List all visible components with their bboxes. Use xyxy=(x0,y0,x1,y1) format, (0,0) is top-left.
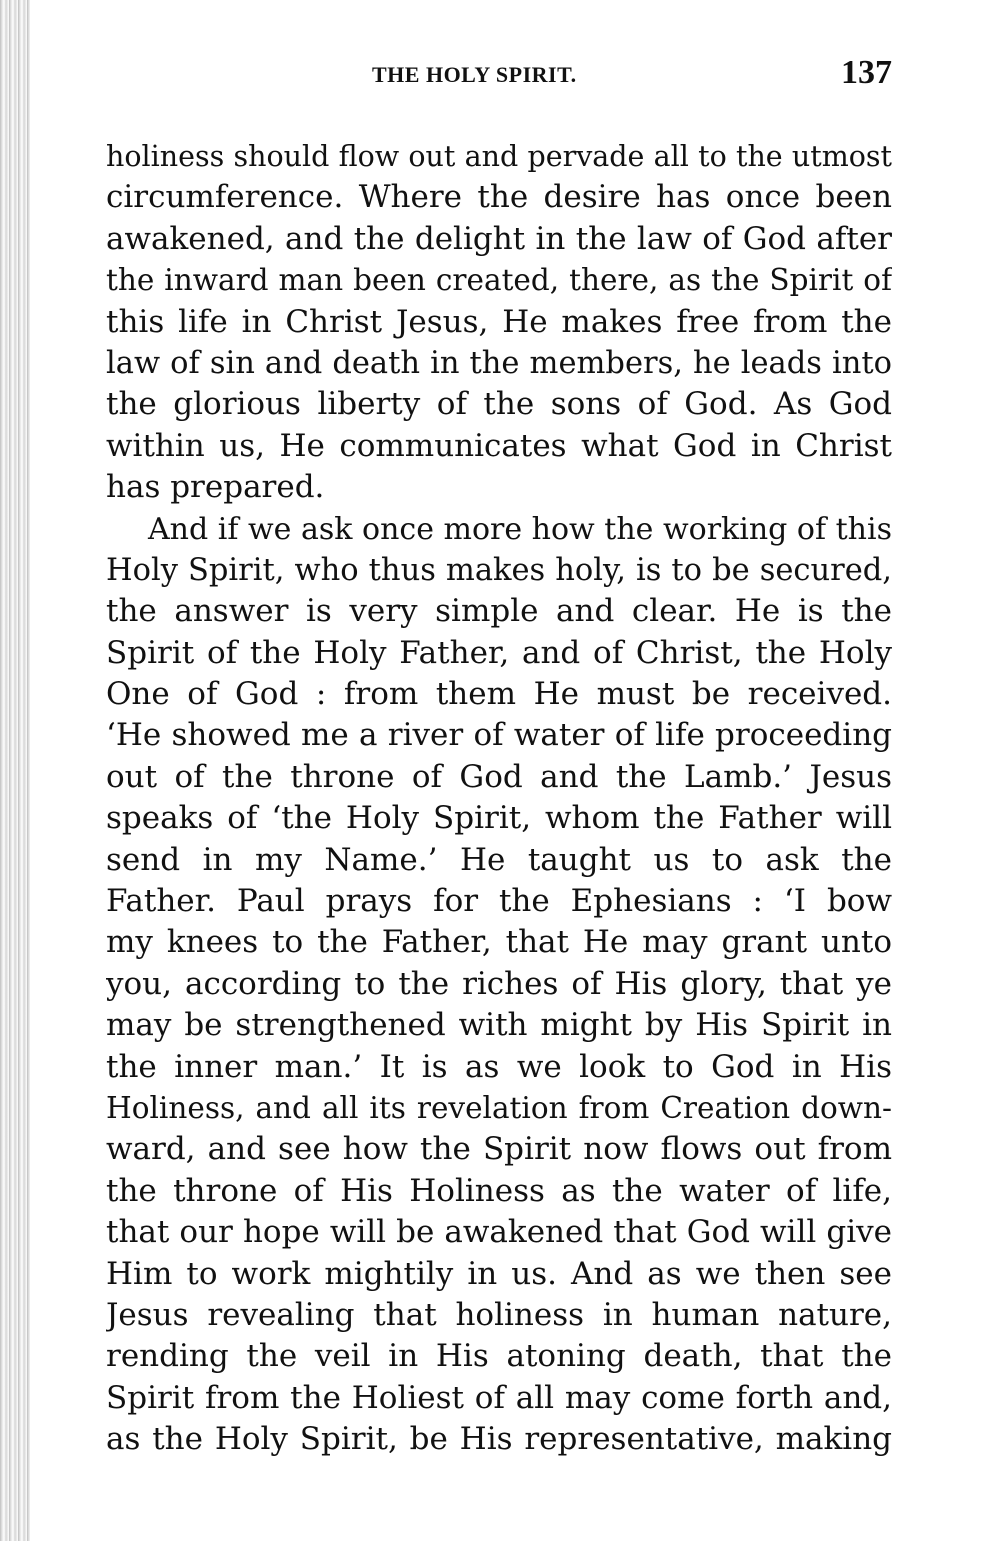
text-line: Jesus revealing that holiness in human nature, xyxy=(106,1296,892,1333)
text-line-paragraph-start: And if we ask once more how the working of this xyxy=(148,511,892,547)
text-line: awakened, and the delight in the law of God after xyxy=(106,220,892,257)
text-line: the inward man been created, there, as the Spirit of xyxy=(106,263,892,298)
text-line: the answer is very simple and clear. He is the xyxy=(106,593,892,630)
text-line: One of God : from them He must be received. xyxy=(106,676,892,713)
text-line: the inner man.’ It is as we look to God in His xyxy=(106,1048,892,1085)
text-line: send in my Name.’ He taught us to ask the xyxy=(106,841,892,878)
text-line: Spirit of the Holy Father, and of Christ, the Holy xyxy=(106,634,892,671)
text-line: Holy Spirit, who thus makes holy, is to be secured, xyxy=(106,552,892,588)
running-head xyxy=(106,54,892,102)
text-line: the throne of His Holiness as the water of life, xyxy=(106,1172,892,1209)
text-line: law of sin and death in the members, he leads into xyxy=(106,345,892,381)
text-line: that our hope will be awakened that God will give xyxy=(106,1214,892,1251)
text-line: the glorious liberty of the sons of God. As God xyxy=(106,386,892,423)
text-line: out of the throne of God and the Lamb.’ Jesus xyxy=(106,758,892,795)
text-line: circumference. Where the desire has once been xyxy=(106,179,892,216)
text-line: Spirit from the Holiest of all may come forth and, xyxy=(106,1379,892,1416)
text-line: Father. Paul prays for the Ephesians : ‘I bow xyxy=(106,883,892,920)
text-line: ward, and see how the Spirit now flows out from xyxy=(106,1131,892,1168)
text-line: my knees to the Father, that He may grant unto xyxy=(106,924,892,961)
body-text xyxy=(106,136,892,1461)
text-line: holiness should flow out and pervade all to the utmost xyxy=(106,140,892,173)
page-number: 137 xyxy=(841,54,892,91)
text-line: may be strengthened with might by His Spirit in xyxy=(106,1007,892,1044)
text-line: within us, He communicates what God in Christ xyxy=(106,427,892,464)
text-line: you, according to the riches of His glory, that ye xyxy=(106,965,892,1002)
text-line: Him to work mightily in us. And as we then see xyxy=(106,1255,892,1292)
text-line-paragraph-end: has prepared. xyxy=(106,469,325,506)
text-line: Holiness, and all its revelation from Creation down- xyxy=(106,1090,892,1125)
text-line: as the Holy Spirit, be His representative, making xyxy=(106,1421,892,1458)
text-line: this life in Christ Jesus, He makes free from the xyxy=(106,303,892,340)
text-line: ‘He showed me a river of water of life proceeding xyxy=(106,717,892,754)
running-title: THE HOLY SPIRIT. xyxy=(372,62,577,87)
text-line: rending the veil in His atoning death, that the xyxy=(106,1338,892,1375)
text-line: speaks of ‘the Holy Spirit, whom the Father will xyxy=(106,800,892,837)
page-spine-shadow xyxy=(0,0,30,1541)
